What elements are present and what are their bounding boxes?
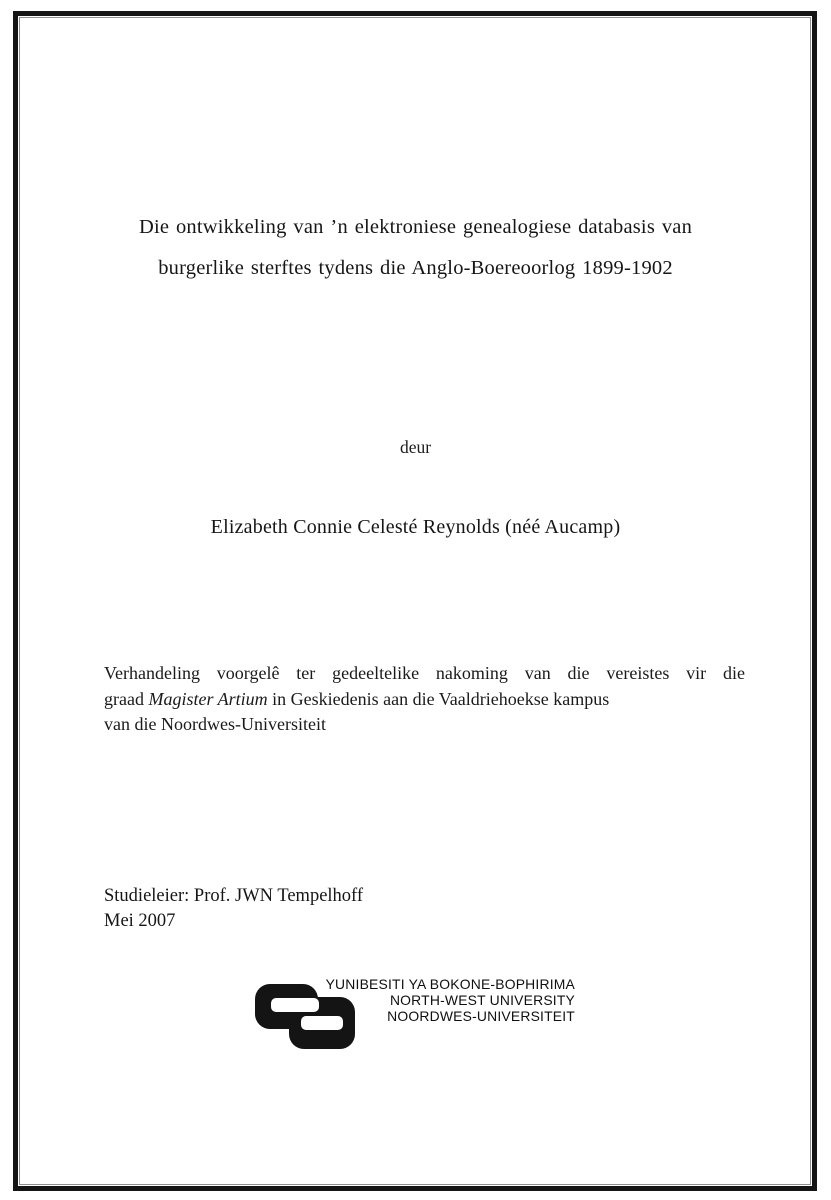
degree-name-italic: Magister Artium xyxy=(148,688,268,709)
date-line: Mei 2007 xyxy=(104,911,176,931)
statement-line-2 xyxy=(104,687,745,713)
university-logo-text xyxy=(317,977,575,1025)
logo-line-english: NORTH-WEST UNIVERSITY xyxy=(389,991,575,1008)
statement-line-3: van die Noordwes-Universiteit xyxy=(104,714,326,734)
statement-line-1: Verhandeling voorgelê ter gedeeltelike nakoming van die vereistes vir die xyxy=(104,663,745,683)
logo-line-afrikaans: NOORDWES-UNIVERSITEIT xyxy=(387,1007,575,1024)
logo-line-setswana: YUNIBESITI YA BOKONE-BOPHIRIMA xyxy=(325,976,575,992)
author-name: Elizabeth Connie Celesté Reynolds (néé Aucamp) xyxy=(210,516,621,538)
statement-line-2-pre: graad xyxy=(104,688,149,709)
thesis-title xyxy=(0,207,831,289)
statement-line-2-post: in Geskiedenis aan die Vaaldriehoekse kampus xyxy=(267,688,610,709)
university-logo xyxy=(255,977,585,1052)
supervisor-line: Studieleier: Prof. JWN Tempelhoff xyxy=(104,886,364,906)
thesis-title-line-2: burgerlike sterftes tydens die Anglo-Boereoorlog 1899-1902 xyxy=(158,257,673,279)
thesis-title-line-1: Die ontwikkeling van ’n elektroniese genealogiese databasis van xyxy=(138,216,693,238)
byline-deur: deur xyxy=(399,437,432,457)
supervisor-block xyxy=(104,884,363,934)
submission-statement xyxy=(104,661,745,738)
